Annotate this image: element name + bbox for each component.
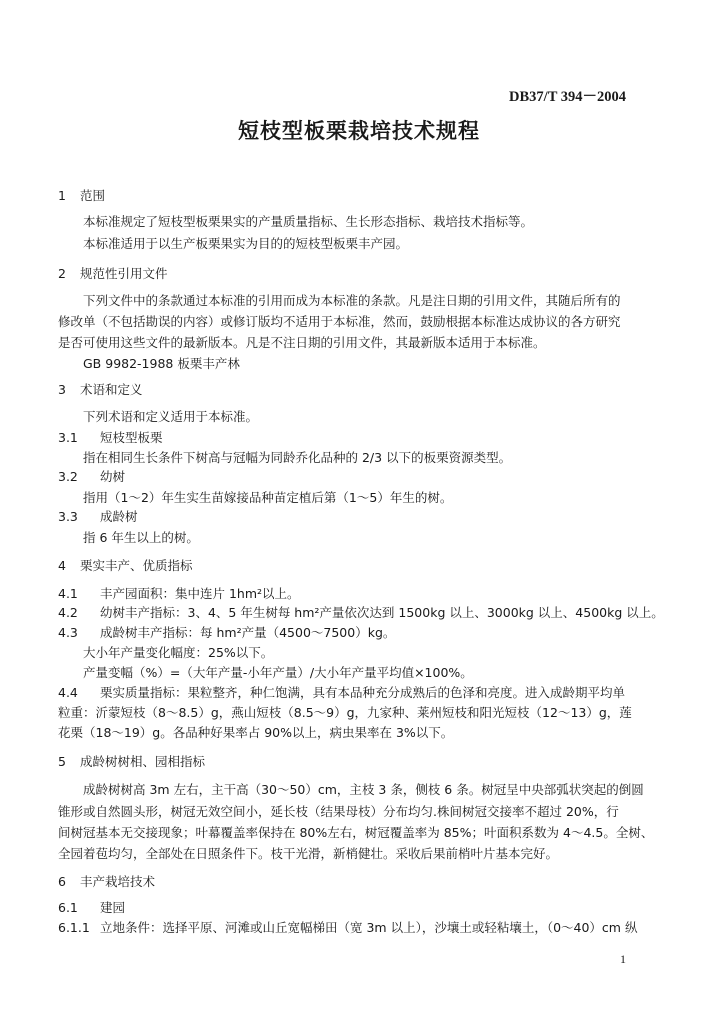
clause-text: 立地条件：选择平原、河滩或山丘宽幅梯田（宽 3m 以上），沙壤土或轻粘壤土，（0～40）cm 纵 (100, 920, 638, 935)
section-number: 4 (58, 558, 66, 573)
section-4-heading (58, 556, 193, 574)
clause-text: 成龄树丰产指标：每 hm²产量（4500～7500）kg。 (100, 625, 396, 640)
clause-4-4 (58, 683, 625, 701)
term-number: 3.2 (58, 469, 78, 484)
section-title: 成龄树树相、园相指标 (80, 754, 206, 769)
term-number: 3.3 (58, 509, 78, 524)
clause-title: 建园 (100, 900, 126, 915)
paragraph-line: 是否可使用这些文件的最新版本。凡是不注日期的引用文件，其最新版本适用于本标准。 (58, 335, 546, 350)
section-6-heading (58, 872, 155, 890)
normative-reference: GB 9982-1988 板栗丰产林 (83, 356, 240, 371)
paragraph-line: 全园着苞均匀，全部处在日照条件下。枝干光滑，新梢健壮。采收后果前梢叶片基本完好。 (58, 846, 559, 861)
paragraph-line: 成龄树树高 3m 左右，主干高（30～50）cm，主枝 3 条，侧枝 6 条。树冠呈中央部弧状突起的倒圆 (83, 782, 644, 797)
term-title: 短枝型板栗 (100, 430, 163, 445)
term-3-1 (58, 428, 163, 446)
clause-number: 4.4 (58, 685, 78, 700)
section-title: 术语和定义 (80, 382, 143, 397)
section-number: 1 (58, 188, 66, 203)
section-number: 3 (58, 382, 66, 397)
standard-code: DB37/T 394－2004 (509, 89, 626, 105)
clause-4-1 (58, 584, 300, 602)
clause-number: 4.2 (58, 605, 78, 620)
clause-text: 幼树丰产指标：3、4、5 年生树每 hm²产量依次达到 1500kg 以上、3000kg 以上、4500kg 以上。 (100, 605, 664, 620)
clause-4-3 (58, 623, 395, 641)
section-title: 范围 (80, 188, 106, 203)
clause-text: 丰产园面积：集中连片 1hm²以上。 (100, 586, 300, 601)
section-number: 6 (58, 874, 66, 889)
term-definition: 指用（1～2）年生实生苗嫁接品种苗定植后第（1～5）年生的树。 (83, 490, 453, 505)
formula: 产量变幅（%）=（大年产量-小年产量）/大小年产量平均值×100%。 (83, 665, 473, 680)
page-number: 1 (620, 952, 626, 966)
term-3-2 (58, 467, 125, 485)
paragraph: 下列术语和定义适用于本标准。 (83, 409, 259, 424)
paragraph-line: 下列文件中的条款通过本标准的引用而成为本标准的条款。凡是注日期的引用文件，其随后所有的 (83, 293, 621, 308)
clause-6-1-1 (58, 918, 637, 936)
paragraph-line: 间树冠基本无交接现象；叶幕覆盖率保持在 80%左右，树冠覆盖率为 85%；叶面积系数为 4～4.5。全树、 (58, 825, 654, 840)
section-number: 5 (58, 754, 66, 769)
clause-4-2 (58, 603, 664, 621)
paragraph: 本标准规定了短枝型板栗果实的产量质量指标、生长形态指标、栽培技术指标等。 (83, 214, 534, 229)
document-title: 短枝型板栗栽培技术规程 (238, 119, 480, 143)
clause-number: 4.3 (58, 625, 78, 640)
clause-6-1 (58, 898, 125, 916)
clause-number: 4.1 (58, 586, 78, 601)
section-3-heading (58, 380, 143, 398)
section-title: 规范性引用文件 (80, 266, 168, 281)
section-2-heading (58, 264, 168, 282)
term-title: 成龄树 (100, 509, 138, 524)
paragraph-line: 修改单（不包括勘误的内容）或修订版均不适用于本标准，然而，鼓励根据本标准达成协议的各方研究 (58, 314, 621, 329)
section-5-heading (58, 752, 205, 770)
paragraph: 本标准适用于以生产板栗果实为目的的短枝型板栗丰产园。 (83, 236, 409, 251)
clause-text: 栗实质量指标：果粒整齐，种仁饱满，具有本品种充分成熟后的色泽和亮度。进入成龄期平均单 (100, 685, 626, 700)
paragraph: 大小年产量变化幅度：25%以下。 (83, 645, 274, 660)
paragraph-line: 花栗（18～19）g。各品种好果率占 90%以上，病虫果率在 3%以下。 (58, 725, 454, 740)
paragraph-line: 粒重：沂蒙短枝（8～8.5）g，燕山短枝（8.5～9）g，九家种、莱州短枝和阳光短枝（12～13）g，莲 (58, 705, 632, 720)
term-3-3 (58, 507, 138, 525)
clause-number: 6.1 (58, 900, 78, 915)
clause-number: 6.1.1 (58, 920, 90, 935)
section-title: 栗实丰产、优质指标 (80, 558, 193, 573)
section-title: 丰产栽培技术 (80, 874, 156, 889)
paragraph-line: 锥形或自然圆头形，树冠无效空间小，延长枝（结果母枝）分布均匀.株间树冠交接率不超过 20%，行 (58, 804, 619, 819)
term-title: 幼树 (100, 469, 126, 484)
term-definition: 指 6 年生以上的树。 (83, 530, 199, 545)
term-number: 3.1 (58, 430, 78, 445)
section-1-heading (58, 186, 105, 204)
section-number: 2 (58, 266, 66, 281)
term-definition: 指在相同生长条件下树高与冠幅为同龄乔化品种的 2/3 以下的板栗资源类型。 (83, 450, 512, 465)
